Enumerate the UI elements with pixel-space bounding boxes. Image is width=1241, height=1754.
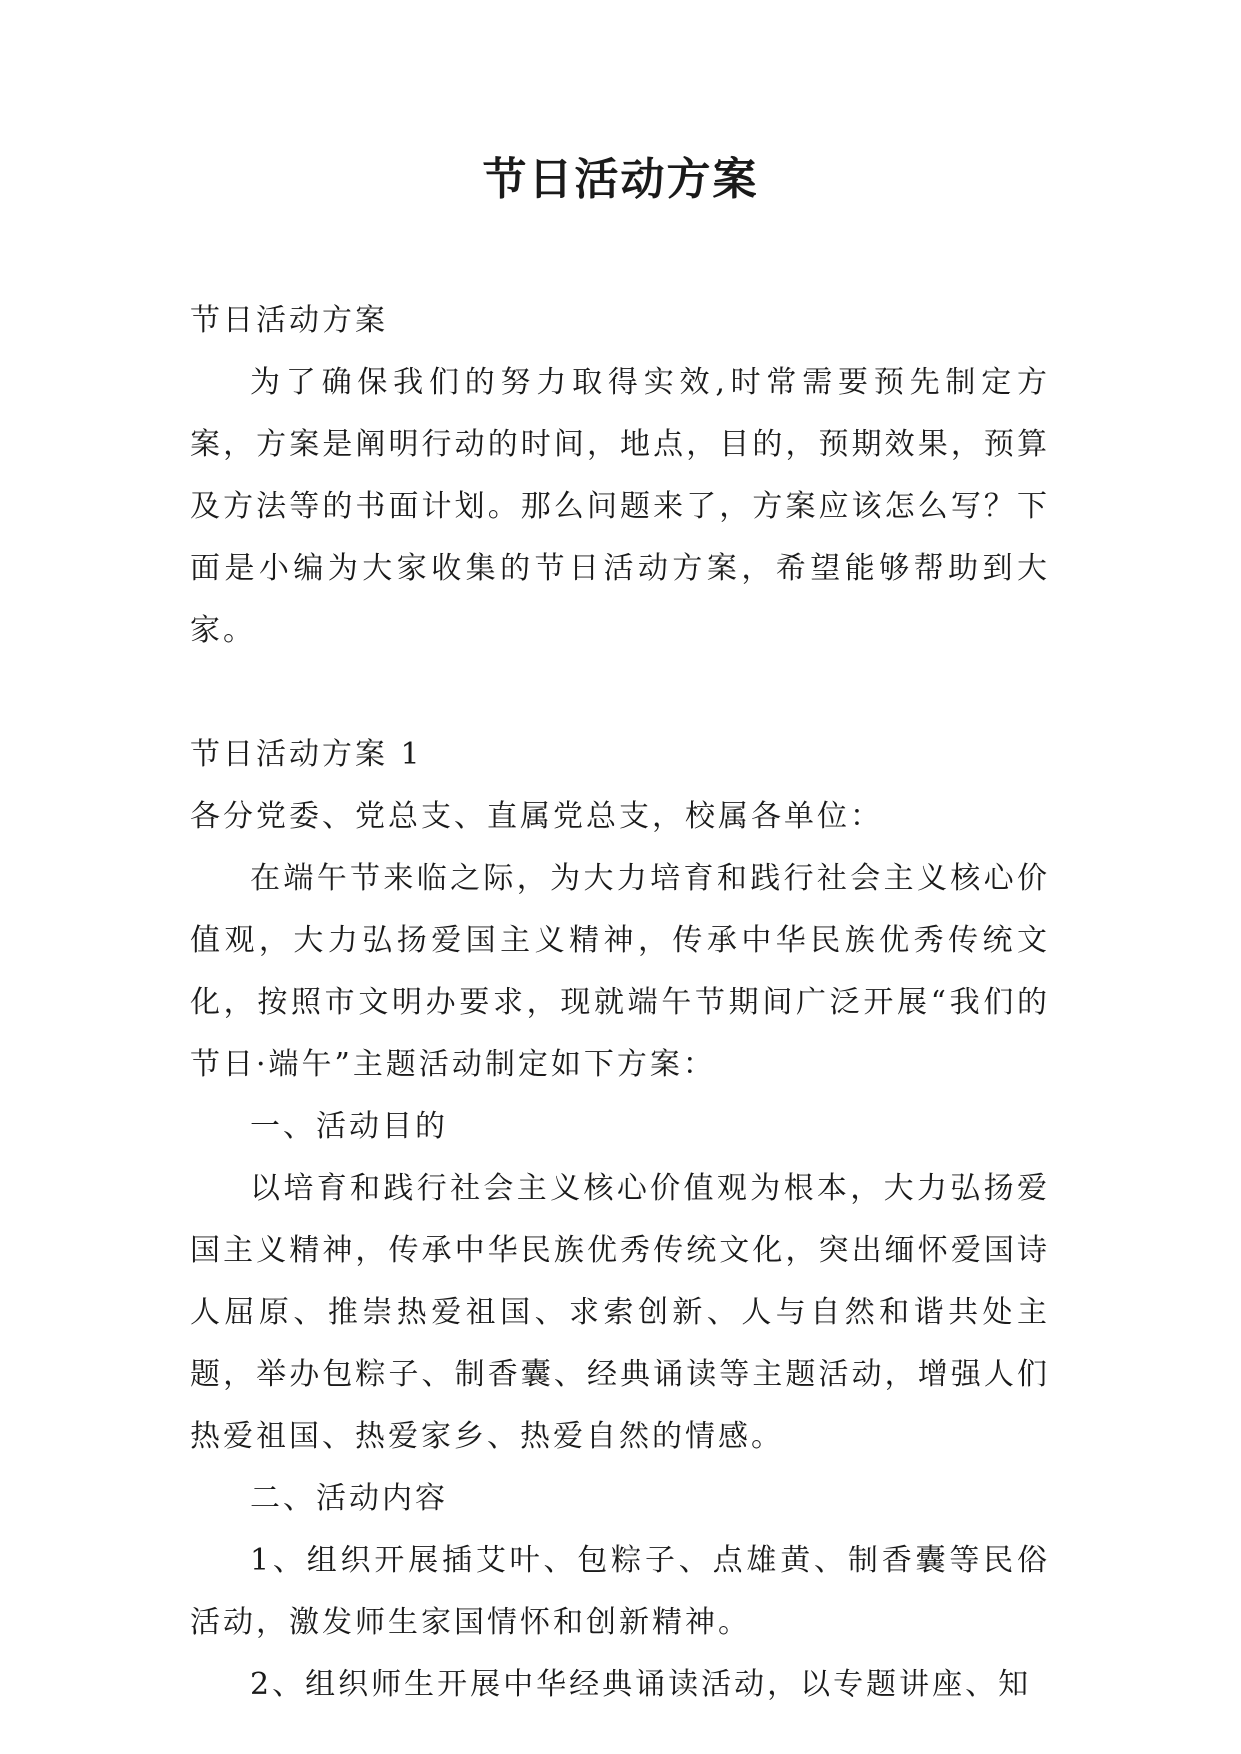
addressee-line: 各分党委、党总支、直属党总支，校属各单位： — [190, 799, 883, 834]
content-item-2: 2、组织师生开展中华经典诵读活动，以专题讲座、知 — [250, 1667, 1032, 1702]
content-heading: 二、活动内容 — [250, 1481, 448, 1516]
opening-paragraph: 在端午节来临之际，为大力培育和践行社会主义核心价值观，大力弘扬爱国主义精神，传承中华民族优秀传统文化，按照市文明办要求，现就端午节期间广泛开展“我们的节日·端午”主题活动制定如下方案： — [190, 861, 1050, 1082]
purpose-paragraph: 以培育和践行社会主义核心价值观为根本，大力弘扬爱国主义精神，传承中华民族优秀传统文化，突出缅怀爱国诗人屈原、推崇热爱祖国、求索创新、人与自然和谐共处主题，举办包粽子、制香囊、经典诵读等主题活动，增强人们热爱祖国、热爱家乡、热爱自然的情感。 — [190, 1171, 1050, 1454]
paragraph-spacer — [190, 662, 1050, 724]
document-body — [190, 290, 1050, 1716]
document-title: 节日活动方案 — [482, 154, 759, 205]
document-subtitle: 节日活动方案 — [190, 303, 388, 338]
section-heading: 节日活动方案 1 — [190, 737, 423, 772]
purpose-heading: 一、活动目的 — [250, 1109, 448, 1144]
content-item-1: 1、组织开展插艾叶、包粽子、点雄黄、制香囊等民俗活动，激发师生家国情怀和创新精神。 — [190, 1543, 1050, 1640]
intro-paragraph: 为了确保我们的努力取得实效,时常需要预先制定方案，方案是阐明行动的时间，地点，目的，预期效果，预算及方法等的书面计划。那么问题来了，方案应该怎么写？下面是小编为大家收集的节日活动方案，希望能够帮助到大家。 — [190, 365, 1050, 648]
